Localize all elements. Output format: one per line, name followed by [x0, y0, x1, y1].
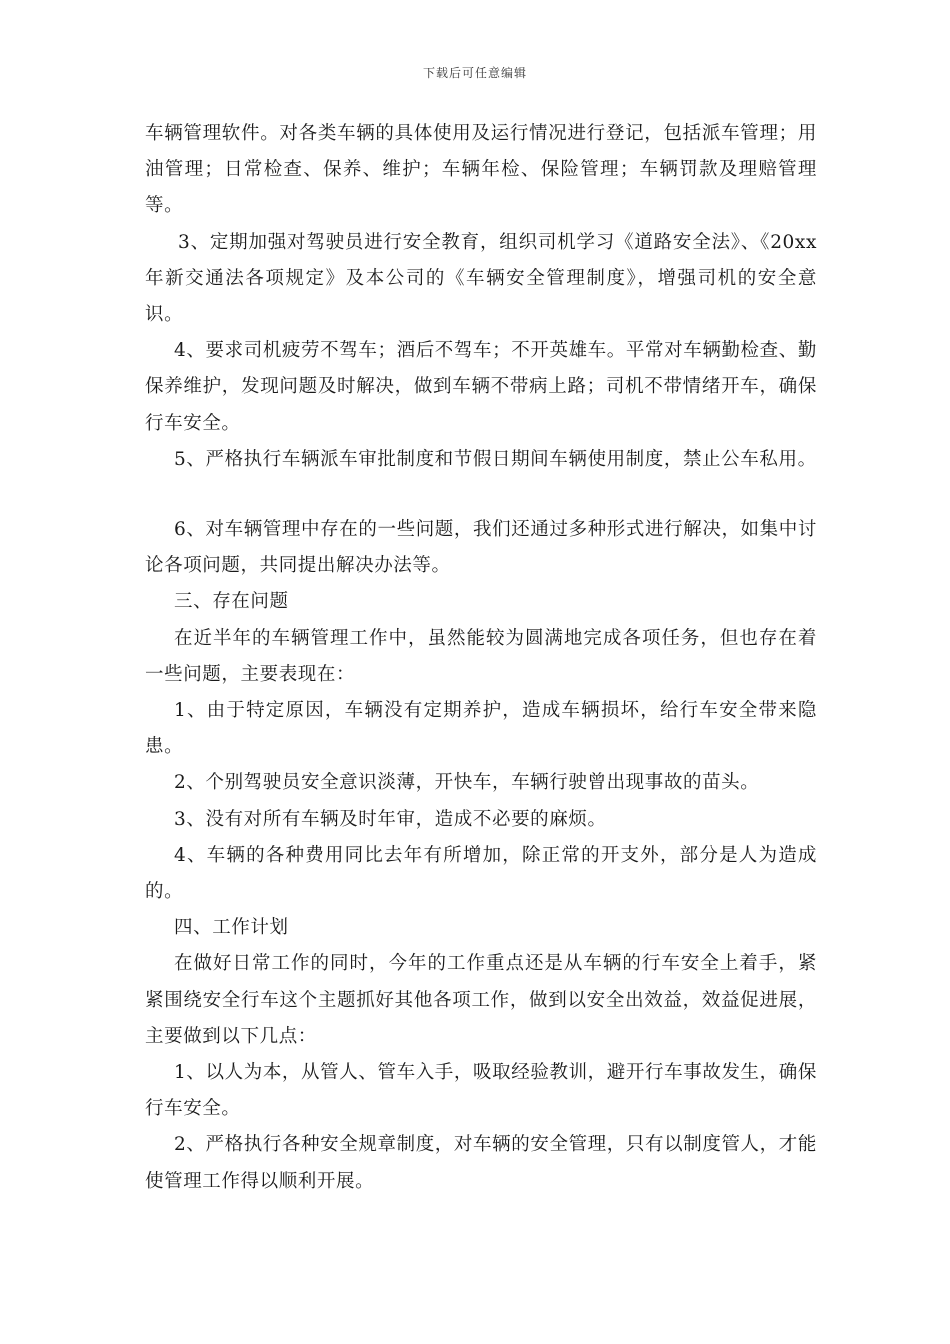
- list-item-problem-1: 1、由于特定原因，车辆没有定期养护，造成车辆损坏，给行车安全带来隐患。: [145, 700, 817, 758]
- list-item-plan-1: 1、以人为本，从管人、管车入手，吸取经验教训，避开行车事故发生，确保行车安全。: [145, 1062, 817, 1120]
- section-heading-problems: 三、存在问题: [174, 591, 289, 613]
- document-body: [145, 116, 817, 1200]
- paragraph-problems-intro: 在近半年的车辆管理工作中，虽然能较为圆满地完成各项任务，但也存在着一些问题，主要表现在：: [145, 627, 817, 685]
- list-item-problem-4: 4、车辆的各种费用同比去年有所增加，除正常的开支外，部分是人为造成的。: [145, 844, 817, 903]
- page-header: 下载后可任意编辑: [422, 66, 527, 80]
- paragraph-driver-requirements: 4、要求司机疲劳不驾车；酒后不驾车；不开英雄车。平常对车辆勤检查、勤保养维护，发现问题及时解决，做到车辆不带病上路；司机不带情绪开车，确保行车安全。: [145, 340, 817, 434]
- list-item-problem-2: 2、个别驾驶员安全意识淡薄，开快车，车辆行驶曾出现事故的苗头。: [174, 772, 760, 794]
- list-item-plan-2: 2、严格执行各种安全规章制度，对车辆的安全管理，只有以制度管人，才能使管理工作得以顺利开展。: [145, 1134, 817, 1192]
- paragraph-gap: [145, 478, 817, 512]
- paragraph-problem-solving: 6、对车辆管理中存在的一些问题，我们还通过多种形式进行解决，如集中讨论各项问题，共同提出解决办法等。: [145, 519, 817, 577]
- list-item-problem-3: 3、没有对所有车辆及时年审，造成不必要的麻烦。: [174, 808, 607, 830]
- section-heading-work-plan: 四、工作计划: [174, 917, 289, 939]
- paragraph-plan-intro: 在做好日常工作的同时，今年的工作重点还是从车辆的行车安全上着手，紧紧围绕安全行车这个主题抓好其他各项工作，做到以安全出效益，效益促进展，主要做到以下几点：: [145, 953, 817, 1047]
- paragraph-vehicle-software: 车辆管理软件。对各类车辆的具体使用及运行情况进行登记，包括派车管理；用油管理；日常检查、保养、维护；车辆年检、保险管理；车辆罚款及理赔管理等。: [145, 123, 817, 217]
- paragraph-safety-education: 3、定期加强对驾驶员进行安全教育，组织司机学习《道路安全法》、《20xx年新交通法各项规定》及本公司的《车辆安全管理制度》，增强司机的安全意识。: [145, 231, 817, 326]
- paragraph-dispatch-approval: 5、严格执行车辆派车审批制度和节假日期间车辆使用制度，禁止公车私用。: [174, 448, 817, 470]
